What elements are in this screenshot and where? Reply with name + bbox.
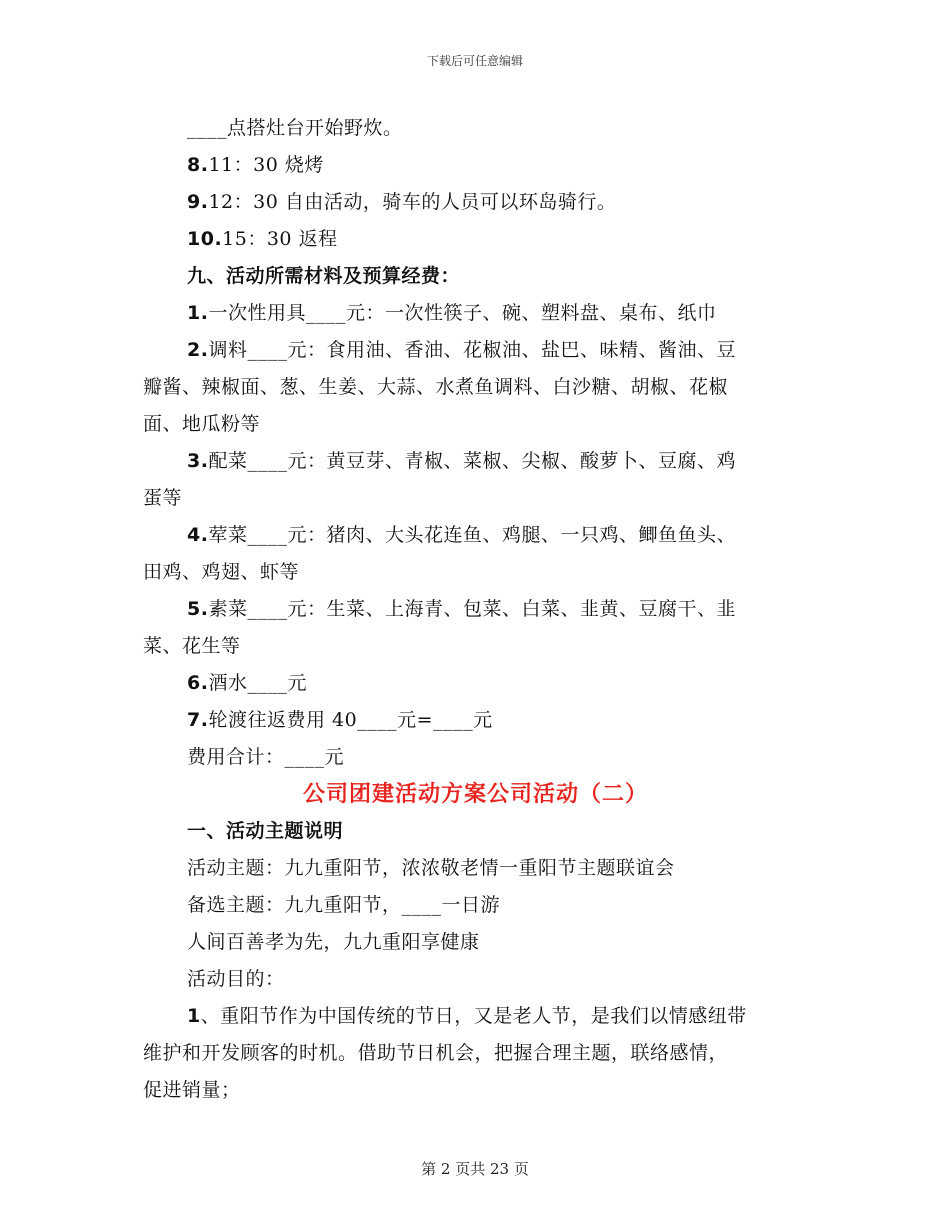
text-line <box>143 258 808 295</box>
list-number: 6. <box>187 672 209 694</box>
text-line <box>143 406 808 443</box>
text-line <box>143 961 808 998</box>
line-text: 活动主题：九九重阳节，浓浓敬老情一重阳节主题联谊会 <box>187 857 675 879</box>
line-text: 酒水____元 <box>208 672 307 694</box>
text-line <box>143 850 808 887</box>
list-number: 1 <box>187 1005 201 1027</box>
text-line <box>143 443 808 480</box>
text-line <box>143 813 808 850</box>
list-number: 5. <box>187 598 209 620</box>
text-line <box>143 332 808 369</box>
list-number: 1. <box>187 302 209 324</box>
line-text: 备选主题：九九重阳节，____一日游 <box>187 894 501 916</box>
budget-section <box>143 110 808 776</box>
text-line <box>143 184 808 221</box>
text-line <box>143 480 808 517</box>
line-text: 配菜____元：黄豆芽、青椒、菜椒、尖椒、酸萝卜、豆腐、鸡 <box>208 450 736 472</box>
list-number: 7. <box>187 709 209 731</box>
line-text: 调料____元：食用油、香油、花椒油、盐巴、味精、酱油、豆 <box>208 339 736 361</box>
list-number: 4. <box>187 524 209 546</box>
text-line <box>143 739 808 776</box>
line-text: 活动目的： <box>187 968 285 990</box>
list-number: 3. <box>187 450 209 472</box>
list-number: 10. <box>187 228 223 250</box>
text-line <box>143 517 808 554</box>
line-text: 一次性用具____元：一次性筷子、碗、塑料盘、桌布、纸巾 <box>208 302 717 324</box>
page-footer: 第 2 页共 23 页 <box>421 1160 529 1178</box>
text-line <box>143 1035 808 1072</box>
text-line <box>143 591 808 628</box>
line-text: ____点搭灶台开始野炊。 <box>187 117 403 139</box>
line-text: 维护和开发顾客的时机。借助节日机会，把握合理主题，联络感情， <box>143 1042 729 1064</box>
section-title: 公司团建活动方案公司活动（二） <box>302 781 648 807</box>
text-line <box>143 147 808 184</box>
text-line <box>143 665 808 702</box>
text-line <box>143 369 808 406</box>
text-line <box>143 295 808 332</box>
line-text: 一、活动主题说明 <box>187 820 344 842</box>
line-text: 11：30 烧烤 <box>208 154 324 176</box>
text-line <box>143 924 808 961</box>
activity-section <box>143 813 808 1109</box>
line-text: 12：30 自由活动，骑车的人员可以环岛骑行。 <box>208 191 617 213</box>
text-line <box>143 110 808 147</box>
line-text: 费用合计：____元 <box>187 746 345 768</box>
text-line <box>143 702 808 739</box>
text-line <box>143 554 808 591</box>
line-text: 、重阳节作为中国传统的节日，又是老人节，是我们以情感纽带 <box>200 1005 747 1027</box>
list-number: 9. <box>187 191 209 213</box>
page-header: 下载后可任意编辑 <box>426 54 523 68</box>
document-body <box>143 110 808 1109</box>
line-text: 荤菜____元：猪肉、大头花连鱼、鸡腿、一只鸡、鲫鱼鱼头、 <box>208 524 736 546</box>
list-number: 2. <box>187 339 209 361</box>
line-text: 菜、花生等 <box>143 635 241 657</box>
line-text: 促进销量； <box>143 1079 241 1101</box>
line-text: 瓣酱、辣椒面、葱、生姜、大蒜、水煮鱼调料、白沙糖、胡椒、花椒 <box>143 376 729 398</box>
text-line <box>143 1072 808 1109</box>
line-text: 人间百善孝为先，九九重阳享健康 <box>187 931 480 953</box>
text-line <box>143 628 808 665</box>
list-number: 8. <box>187 154 209 176</box>
line-text: 面、地瓜粉等 <box>143 413 261 435</box>
line-text: 15：30 返程 <box>222 228 338 250</box>
line-text: 九、活动所需材料及预算经费： <box>187 265 461 287</box>
text-line <box>143 887 808 924</box>
line-text: 田鸡、鸡翅、虾等 <box>143 561 300 583</box>
line-text: 轮渡往返费用 40____元=____元 <box>208 709 493 731</box>
text-line <box>143 221 808 258</box>
line-text: 蛋等 <box>143 487 183 509</box>
text-line <box>143 998 808 1035</box>
line-text: 素菜____元：生菜、上海青、包菜、白菜、韭黄、豆腐干、韭 <box>208 598 736 620</box>
